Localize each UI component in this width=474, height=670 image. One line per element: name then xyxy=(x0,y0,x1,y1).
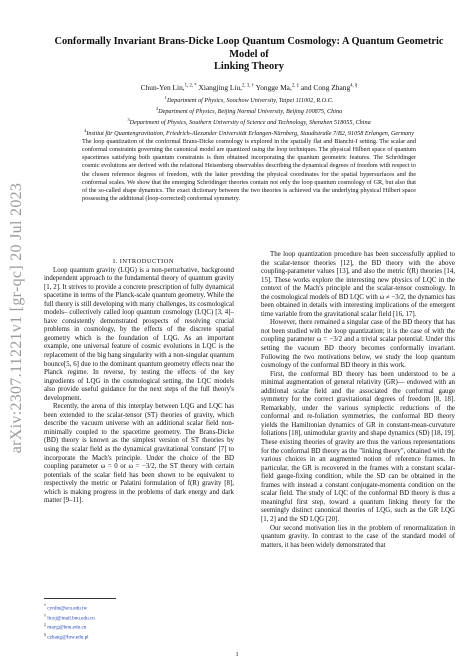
author-1: Chun-Yen Lin, xyxy=(140,82,185,92)
affiliation-3-marker: 3 xyxy=(127,117,130,123)
arxiv-identifier: arXiv:2307.11221v1 [gr-qc] 20 Jul 2023 xyxy=(8,182,26,454)
footnote-marker: * xyxy=(44,603,46,608)
paper-header xyxy=(44,36,454,139)
title-line-1: Conformally Invariant Brans-Dicke Loop Quantum Cosmology: A Quantum Geometric Model of xyxy=(54,36,444,60)
footnote-rule xyxy=(44,598,116,599)
footnotes xyxy=(44,598,234,642)
arxiv-stamp xyxy=(7,158,27,478)
footnote-email-1[interactable] xyxy=(44,603,234,613)
author-3-affil: 2, ‡ xyxy=(291,83,300,89)
paragraph: The loop quantization procedure has been successfully applied to the scalar-tensor theories [12], the BD theory with the above coupling-parameter values [13], and also the metric f(R) theories [14, 15]. These works explore the interesting new physics of LQC in the context of the Mach's principle and the scalar-tensor cosmology. In the cosmological models of BD LQC with ω ≠ −3/2, the dynamics has been obtained in details with interesting implications of the emergent time variable from the gravitational scalar field [16, 17]. xyxy=(261,251,455,318)
affiliation-4 xyxy=(44,127,454,138)
affiliation-3 xyxy=(44,116,454,127)
abstract: The loop quantization of the conformal Brans-Dicke cosmology is explored in the spatially flat and Bianchi-I setting. The scalar and conformal constraints governing the canonical model are quantized using the loop techniques. The physical Hilbert space of quantum spacetimes satisfying both quantum constraints is then obtained incorporating the quantum geometric features. The Schrödinger cosmic evolutions are derived with the relational Heisenberg observables describing the dynamical degrees of freedom with respect to the chosen reference degrees of freedom, with the latter providing the physical coordinates for the spatial hypersurfaces and the conformal scales. We show that the emerging Schrödinger theories contain not only the loop quantum cosmology of GR, but also that of the so-called shape dynamics. The exact dictionary between the two theories is achieved via the underlying physical Hilbert space possessing the additional (loop-corrected) conformal symmetry. xyxy=(82,138,416,203)
footnote-marker: † xyxy=(44,612,46,618)
title-line-2: Linking Theory xyxy=(214,61,284,72)
affiliation-2 xyxy=(44,105,454,116)
affiliation-1-text: Department of Physics, Soochow University, Taipei 111002, R.O.C. xyxy=(166,96,334,104)
page-number: 1 xyxy=(235,651,239,658)
affiliation-3-text: Department of Physics, Southern University of Science and Technology, Shenzhen 518055, China xyxy=(129,119,371,127)
author-2: Xiangjing Liu, xyxy=(198,82,243,92)
footnote-email-3[interactable] xyxy=(44,622,234,632)
author-list xyxy=(44,83,454,92)
author-2-affil: 2, 3, † xyxy=(242,83,255,89)
affiliation-1-marker: 1 xyxy=(164,94,167,100)
footnote-marker: § xyxy=(44,631,46,637)
affiliation-list xyxy=(44,94,454,139)
footnote-email-2[interactable] xyxy=(44,613,234,623)
affiliation-2-text: Department of Physics, Beijing Normal University, Beijing 100875, China xyxy=(158,107,343,115)
paragraph: Recently, the arena of this interplay between LQG and LQC has been extended to the scalar-tensor (ST) theories of gravity, which describe the vacuum universe with an additional scalar field non-minimally coupled to the spacetime geometry. The Brans-Dicke (BD) theory is known as the simplest version of ST theories by using the scalar field as the dynamical gravitational 'constant' [7] to incorporate the Mach's principle. Under the choice of the BD coupling parameter ω = 0 or ω = −3/2, the ST theory with certain potentials of the scalar field has been shown to be equivalent to respectively the metric or Palatini formulation of f(R) gravity [8], which is making progress in the problems of dark energy and dark matter [9–11]. xyxy=(44,403,234,505)
author-1-affil: 1, 2, * xyxy=(184,83,197,89)
footnote-email[interactable]: liuxj@mail.bnu.edu.cn xyxy=(47,615,95,622)
section-heading-introduction: I. INTRODUCTION xyxy=(112,258,175,265)
paragraph: Our second motivation lies in the problem of renormalization in quantum gravity. In contrast to the case of the standard model of matters, it has been widely demonstrated that xyxy=(261,524,455,549)
left-column xyxy=(44,258,234,506)
footnote-email[interactable]: cynlin@scu.edu.tw xyxy=(47,605,88,612)
author-4: and Cong Zhang xyxy=(300,82,351,92)
paragraph: Loop quantum gravity (LQG) is a non-perturbative, background independent approach to the fundamental theory of quantum gravity [1, 2]. It strives to provide a concrete prescription of fully dynamical spacetime in terms of the Planck-scale quantum geometry. While the full theory is still developing with many challenges, its cosmological models– collectively called loop quantum cosmology (LQC) [3, 4]– have consistently demonstrated prospects of resolving crucial problems in cosmology, by the effects of the discrete spatial geometry which is the foundation of LQG. As an important example, one universal feature of cosmic evolutions in LQC is the replacement of the big bang singularity with a non-singular quantum bounce[5, 6] due to the dominant quantum geometry effects near the Planck regime. In reverse, by testing the effects of the key ingredients of LQG in the cosmological setting, the LQC models also provide useful guidance for the next steps of the full theory's development. xyxy=(44,266,234,402)
paper-title xyxy=(44,36,454,74)
author-4-affil: 4, § xyxy=(350,83,358,89)
author-3: Yongge Ma, xyxy=(255,82,292,92)
right-column xyxy=(261,251,455,550)
affiliation-2-marker: 2 xyxy=(155,105,159,111)
affiliation-1 xyxy=(44,94,454,105)
footnote-marker: ‡ xyxy=(44,622,46,628)
footnote-email[interactable]: mayg@bnu.edu.cn xyxy=(47,625,87,632)
paragraph: First, the conformal BD theory has been understood to be a minimal augmentation of general relativity (GR)— endowed with an additional scalar field and the associated the conformal gauge symmetry for the correct gravitational degrees of freedom [8, 18]. Remarkably, under the various symplectic reductions of the conformal and re-foliation symmetries, the conformal BD theory yields the Hamiltonian dynamics of GR in constant-mean-curvature foliations [18], unimodular gravity and shape dynamics (SD) [18, 19]. These existing theories of gravity are thus the various representations for the conformal BD theory as the "linking theory", obtained with the various choices in an augmented notion of reference frames. In particular, the GR is recovered in the frames with a constant scalar-field gauge-fixing condition, while the SD can be obtained in the frames with instead a constant conjugate-momenta condition on the scalar field. The study of LQC of the conformal BD theory is thus a meaningful first step, toward a quantum linking theory for the seemingly distinct canonical theories of LQG, such as the GR LQG [1, 2] and the SD LQG [20]. xyxy=(261,370,455,523)
affiliation-4-text: Institut für Quantengravitation, Friedrich-Alexander Universität Erlangen-Nürnberg, Staudtstraße 7/B2, 91058 Erlangen, Germany xyxy=(86,130,414,138)
paragraph: However, there remained a singular case of the BD theory that has not been studied with the loop quantization; it is the case of with the coupling parameter ω = −3/2 and a trivial scalar potential. Under this setting the vacuum BD theory becomes conformally invariant. Following the two motivations below, we study the loop quantum cosmology of the conformal BD theory in this work. xyxy=(261,319,455,370)
footnote-email[interactable]: czhang@fuw.edu.pl xyxy=(47,634,89,641)
affiliation-4-marker: 4 xyxy=(84,128,87,134)
footnote-email-4[interactable] xyxy=(44,632,234,642)
